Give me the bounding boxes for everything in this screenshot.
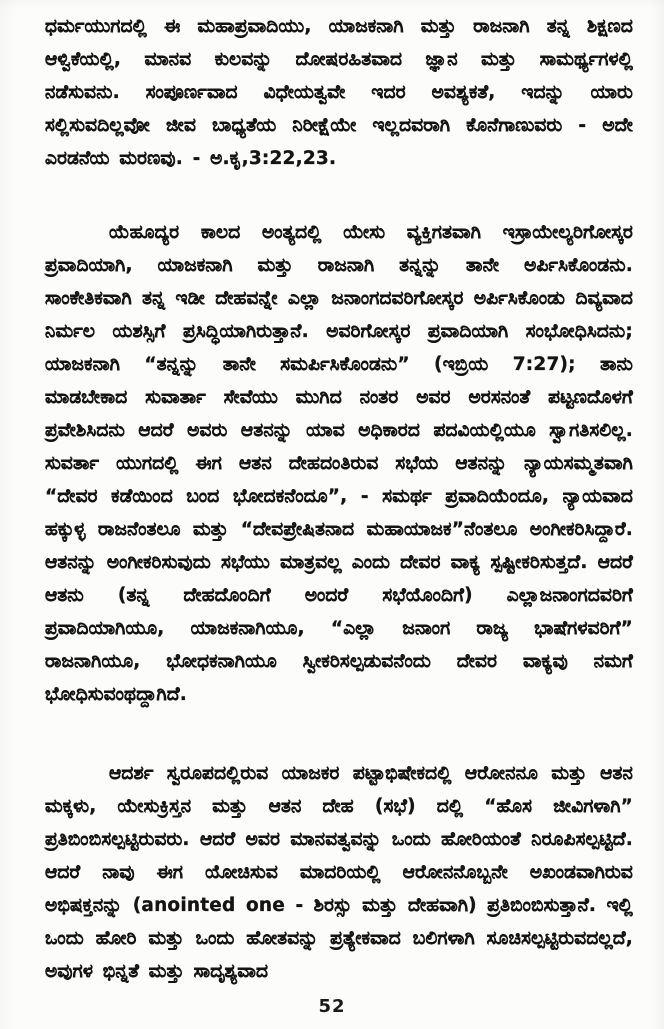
- page-body-text: [45, 10, 633, 988]
- page-number: 52: [318, 996, 346, 1017]
- paragraph-1: ಧರ್ಮಯುಗದಲ್ಲಿ ಈ ಮಹಾಪ್ರವಾದಿಯು, ಯಾಜಕನಾಗಿ ಮತ್ತು ರಾಜನಾಗಿ ತನ್ನ ಶಿಕ್ಷಣದ ಆಳ್ವಿಕೆಯಲ್ಲಿ, ಮಾನವ ಕುಲವನ್ನು ದೋಷರಹಿತವಾದ ಜ್ಞಾನ ಮತ್ತು ಸಾಮರ್ಥ್ಯಗಳಲ್ಲಿ ನಡೆಸುವನು. ಸಂಪೂರ್ಣವಾದ ವಿಧೇಯತ್ವವೇ ಇದರ ಅವಶ್ಯಕತೆ, ಇದನ್ನು ಯಾರು ಸಲ್ಲಿಸುವದಿಲ್ಲವೋ ಜೀವ ಬಾಧ್ಯತೆಯ ನಿರೀಕ್ಷೆಯೇ ಇಲ್ಲದವರಾಗಿ ಕೊನೆಗಾಣುವರು - ಅದೇ ಎರಡನೆಯ ಮರಣವು. - ಅ.ಕೃ,3:22,23.: [45, 16, 633, 169]
- paragraph-2: ಯೆಹೂದ್ಯರ ಕಾಲದ ಅಂತ್ಯದಲ್ಲಿ ಯೇಸು ವ್ಯಕ್ತಿಗತವಾಗಿ ಇಸ್ರಾಯೇಲ್ಯರಿಗೋಸ್ಕರ ಪ್ರವಾದಿಯಾಗಿ, ಯಾಜಕನಾಗಿ ಮತ್ತು ರಾಜನಾಗಿ ತನ್ನನ್ನು ತಾನೇ ಅರ್ಪಿಸಿಕೊಂಡನು. ಸಾಂಕೇತಿಕವಾಗಿ ತನ್ನ ಇಡೀ ದೇಹವನ್ನೇ ಎಲ್ಲಾ ಜನಾಂಗದವರಿಗೋಸ್ಕರ ಅರ್ಪಿಸಿಕೊಂಡು ದಿವ್ಯವಾದ ನಿರ್ಮಲ ಯಶಸ್ಸಿಗೆ ಪ್ರಸಿದ್ಧಿಯಾಗಿರುತ್ತಾನೆ. ಅವರಿಗೋಸ್ಕರ ಪ್ರವಾದಿಯಾಗಿ ಸಂಭೋಧಿಸಿದನು; ಯಾಜಕನಾಗಿ “ತನ್ನನ್ನು ತಾನೇ ಸಮರ್ಪಿಸಿಕೊಂಡನು” (ಇಬ್ರಿಯ 7:27); ತಾನು ಮಾಡಬೇಕಾದ ಸುವಾರ್ತಾ ಸೇವೆಯು ಮುಗಿದ ನಂತರ ಅವರ ಅರಸನಂತೆ ಪಟ್ಟಣದೊಳಗೆ ಪ್ರವೇಶಿಸಿದನು ಆದರೆ ಅವರು ಆತನನ್ನು ಯಾವ ಅಧಿಕಾರದ ಪದವಿಯಲ್ಲಿಯೂ ಸ್ವಾಗತಿಸಲಿಲ್ಲ. ಸುವರ್ತಾ ಯುಗದಲ್ಲಿ ಈಗ ಆತನ ದೇಹದಂತಿರುವ ಸಭೆಯ ಆತನನ್ನು ನ್ಯಾಯಸಮ್ಮತವಾಗಿ “ದೇವರ ಕಡೆಯಿಂದ ಬಂದ ಭೋದಕನೆಂದೂ”, - ಸಮರ್ಥ ಪ್ರವಾದಿಯೆಂದೂ, ನ್ಯಾಯವಾದ ಹಕ್ಕುಳ್ಳ ರಾಜನೆಂತಲೂ ಮತ್ತು “ದೇವಪ್ರೇಷಿತನಾದ ಮಹಾಯಾಜಕ”ನೆಂತಲೂ ಅಂಗೀಕರಿಸಿದ್ದಾರೆ. ಆತನನ್ನು ಅಂಗೀಕರಿಸುವುದು ಸಭೆಯು ಮಾತ್ರವಲ್ಲ ಎಂದು ದೇವರ ವಾಕ್ಯ ಸ್ಪಷ್ಟೀಕರಿಸುತ್ತದೆ. ಆದರೆ ಆತನು (ತನ್ನ ದೇಹದೊಂದಿಗೆ ಅಂದರೆ ಸಭೆಯೊಂದಿಗೆ) ಎಲ್ಲಾಜನಾಂಗದವರಿಗೆ ಪ್ರವಾದಿಯಾಗಿಯೂ, ಯಾಜಕನಾಗಿಯೂ, “ಎಲ್ಲಾ ಜನಾಂಗ ರಾಜ್ಯ ಭಾಷೆಗಳವರಿಗೆ” ರಾಜನಾಗಿಯೂ, ಭೋಧಕನಾಗಿಯೂ ಸ್ವೀಕರಿಸಲ್ಪಡುವನೆಂದು ದೇವರ ವಾಕ್ಯವು ನಮಗೆ ಭೋಧಿಸುವಂಥದ್ದಾಗಿದೆ.: [45, 222, 633, 705]
- paragraph-3: ಆದರ್ಶ ಸ್ವರೂಪದಲ್ಲಿರುವ ಯಾಜಕರ ಪಟ್ಟಾಭಿಷೇಕದಲ್ಲಿ ಆರೋನನೂ ಮತ್ತು ಆತನ ಮಕ್ಕಳು, ಯೇಸುಕ್ರಿಸ್ತನ ಮತ್ತು ಆತನ ದೇಹ (ಸಭೆ) ದಲ್ಲಿ “ಹೊಸ ಜೀವಿಗಳಾಗಿ” ಪ್ರತಿಬಿಂಬಿಸಲ್ಪಟ್ಟಿರುವರು. ಆದರೆ ಅವರ ಮಾನವತ್ವವನ್ನು ಒಂದು ಹೋರಿಯಂತೆ ನಿರೂಪಿಸಲ್ಪಟ್ಟಿದೆ. ಆದರೆ ನಾವು ಈಗ ಯೋಚಿಸುವ ಮಾದರಿಯಲ್ಲಿ ಆರೋನನೊಬ್ಬನೇ ಅಖಂಡವಾಗಿರುವ ಅಭಿಷಕ್ತನನ್ನು (anointed one - ಶಿರಸ್ಸು ಮತ್ತು ದೇಹವಾಗಿ) ಪ್ರತಿಬಿಂಬಿಸುತ್ತಾನೆ. ಇಲ್ಲಿ ಒಂದು ಹೋರಿ ಮತ್ತು ಒಂದು ಹೋತವನ್ನು ಪ್ರತ್ಯೇಕವಾದ ಬಲಿಗಳಾಗಿ ಸೂಚಿಸಲ್ಪಟ್ಟಿರುವದಲ್ಲದೆ, ಅವುಗಳ ಭಿನ್ನತೆ ಮತ್ತು ಸಾದೃಶ್ಯವಾದ: [45, 763, 633, 982]
